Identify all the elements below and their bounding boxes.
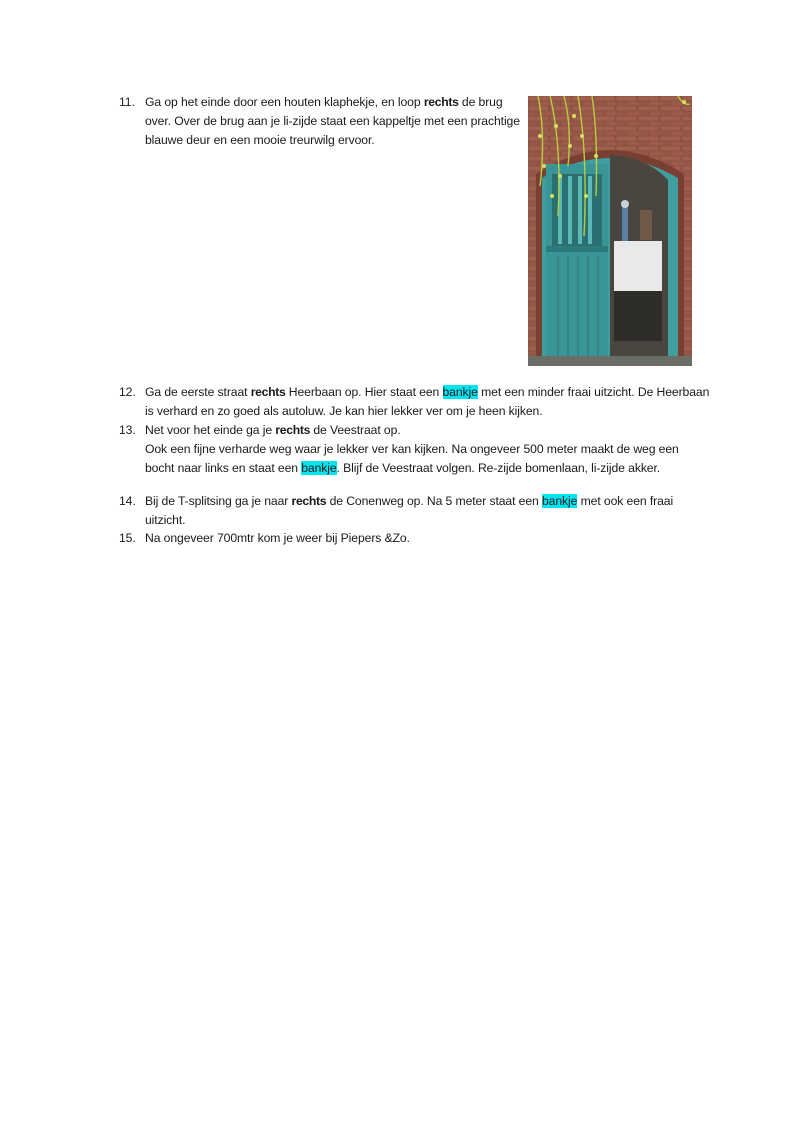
text-run: de Conenweg op. Na 5 meter staat een: [326, 494, 542, 508]
text-run: met ook een fraai uitzicht.: [145, 494, 674, 527]
text-run: Ga op het einde door een houten klaphekje, en loop: [145, 95, 424, 109]
list-item-14: [119, 492, 711, 530]
list-number: 15.: [119, 531, 136, 545]
text-run: de brug over. Over de brug aan je li-zijde staat een kappeltje met een prachtige blauwe deur en een mooie treurwilg ervoor.: [145, 95, 520, 147]
list-number: 11.: [119, 95, 135, 109]
highlight-bankje: bankje: [301, 461, 337, 475]
text-run: Ook een fijne verharde weg waar je lekker ver kan kijken. Na ongeveer 500 meter maakt de weg een bocht naar links en staat een: [145, 442, 679, 475]
text-run: Na ongeveer 700mtr kom je weer bij Piepers &Zo.: [145, 531, 410, 545]
text-run: Heerbaan op. Hier staat een: [285, 385, 443, 399]
list-number: 13.: [119, 423, 136, 437]
highlight-bankje: bankje: [542, 494, 578, 508]
bold-direction: rechts: [291, 494, 327, 508]
bold-direction: rechts: [423, 95, 459, 109]
list-item-12: [119, 383, 711, 421]
list-item-13: [119, 421, 711, 478]
text-run: met een minder fraai uitzicht. De Heerbaan is verhard en zo goed als autoluw. Je kan hier lekker ver om je heen kijken.: [145, 385, 710, 418]
text-run: de Veestraat op.: [310, 423, 401, 437]
highlight-bankje: bankje: [442, 385, 478, 399]
list-number: 14.: [119, 494, 136, 508]
list-number: 12.: [119, 385, 136, 399]
text-run: Ga de eerste straat: [145, 385, 251, 399]
text-run: Net voor het einde ga je: [145, 423, 276, 437]
bold-direction: rechts: [275, 423, 311, 437]
list-item-15: [119, 529, 711, 548]
bold-direction: rechts: [250, 385, 286, 399]
chapel-door-photo: [528, 96, 692, 366]
text-run: Bij de T-splitsing ga je naar: [145, 494, 292, 508]
text-run: . Blijf de Veestraat volgen. Re-zijde bomenlaan, li-zijde akker.: [336, 461, 661, 475]
list-item-11: [119, 93, 523, 150]
